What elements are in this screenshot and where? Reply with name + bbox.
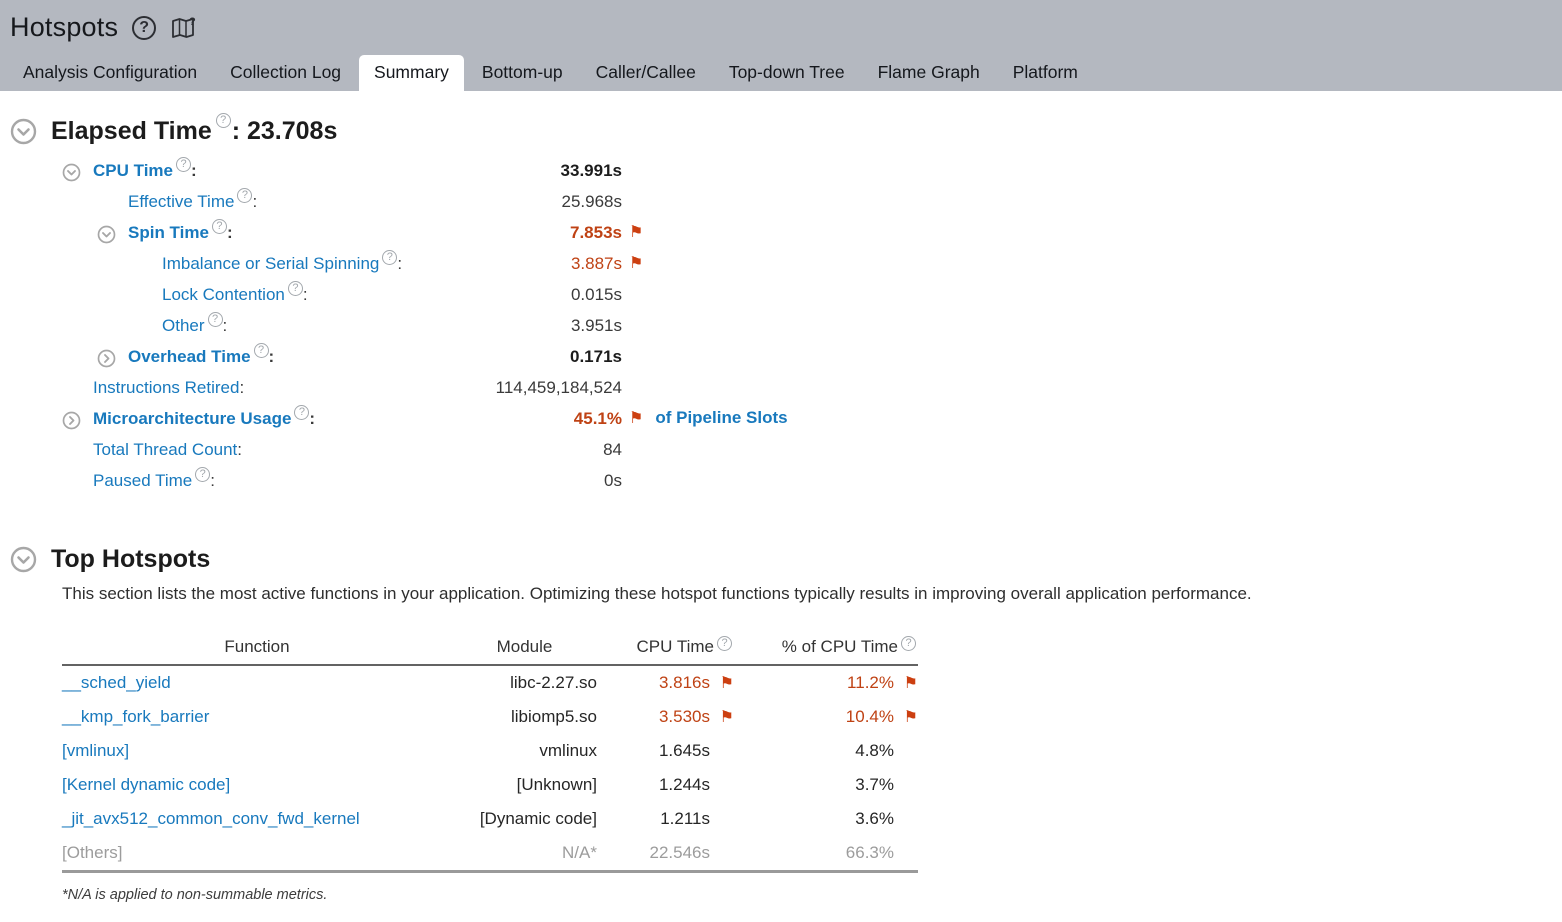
table-row-kernel-dynamic-code	[62, 768, 918, 802]
cpu-time-cell: 1.211s	[660, 809, 710, 828]
metric-label[interactable]: Instructions Retired:	[93, 378, 245, 397]
flag-icon: ⚑	[719, 709, 734, 726]
summary-metrics	[0, 158, 1562, 499]
collapse-section-chevron-icon[interactable]	[10, 118, 37, 145]
column-header-function: Function	[224, 637, 290, 656]
metric-label[interactable]: Spin Time ? :	[128, 220, 233, 242]
metric-label[interactable]: Imbalance or Serial Spinning ? :	[162, 251, 403, 273]
function-link[interactable]: __kmp_fork_barrier	[62, 707, 210, 726]
table-row-others	[62, 836, 918, 870]
table-bottom-border	[62, 870, 918, 873]
page-title: Hotspots	[10, 12, 119, 42]
module-cell: vmlinux	[539, 741, 597, 760]
help-icon[interactable]: ?	[717, 636, 732, 651]
summary-page	[0, 114, 1562, 903]
table-row-sched-yield	[62, 666, 918, 700]
help-icon[interactable]: ?	[382, 250, 397, 265]
svg-text:?: ?	[189, 15, 196, 28]
table-row-vmlinux	[62, 734, 918, 768]
metric-label[interactable]: CPU Time ? :	[93, 158, 197, 180]
cpu-time-cell: 1.645s	[658, 741, 710, 760]
help-icon[interactable]: ?	[216, 113, 231, 128]
function-link: [Others]	[62, 843, 123, 862]
metric-label[interactable]: Lock Contention ? :	[162, 282, 308, 304]
table-row-jit-avx512-common-conv-fwd-kernel	[62, 802, 918, 836]
column-header-cpu-time: CPU Time ?	[597, 637, 734, 657]
help-icon[interactable]: ?	[132, 16, 156, 40]
tab-bottom-up[interactable]: Bottom-up	[481, 62, 563, 82]
column-header-pct-cpu-time: % of CPU Time ?	[734, 637, 918, 657]
help-icon[interactable]: ?	[208, 312, 223, 327]
tab-caller-callee[interactable]: Caller/Callee	[595, 62, 696, 82]
metric-row-cpu-time	[0, 158, 1562, 189]
module-cell: [Unknown]	[516, 775, 597, 794]
metric-suffix: of Pipeline Slots	[655, 408, 788, 427]
metric-label[interactable]: Effective Time ? :	[128, 189, 258, 211]
collapse-section-chevron-icon[interactable]	[10, 546, 37, 573]
metric-label[interactable]: Overhead Time ? :	[128, 344, 275, 366]
top-hotspots-description: This section lists the most active functions in your application. Optimizing these hotspot functions typically results in improving overall application performance.	[62, 584, 1252, 603]
metric-row-instructions-retired	[0, 375, 1562, 406]
help-icon[interactable]: ?	[176, 157, 191, 172]
elapsed-time-heading: Elapsed Time ? : 23.708s	[51, 114, 338, 145]
cpu-time-cell: 22.546s	[649, 843, 710, 862]
flag-icon: ⚑	[629, 410, 644, 427]
function-link[interactable]: [Kernel dynamic code]	[62, 775, 231, 794]
tab-bar	[8, 55, 1096, 91]
tab-platform[interactable]: Platform	[1012, 62, 1078, 82]
metric-label[interactable]: Microarchitecture Usage ? :	[93, 406, 316, 428]
function-link[interactable]: [vmlinux]	[62, 741, 130, 760]
pct-cpu-time-cell: 4.8%	[855, 741, 894, 760]
help-icon[interactable]: ?	[901, 636, 916, 651]
table-row-kmp-fork-barrier	[62, 700, 918, 734]
pct-cpu-time-cell: 3.7%	[855, 775, 894, 794]
module-cell: N/A*	[562, 843, 597, 862]
cpu-time-cell: 1.244s	[658, 775, 710, 794]
metric-row-effective-time	[0, 189, 1562, 220]
metric-row-lock-contention	[0, 282, 1562, 313]
metric-row-spin-time	[0, 220, 1562, 251]
metric-label[interactable]: Paused Time ? :	[93, 468, 215, 490]
function-link[interactable]: _jit_avx512_common_conv_fwd_kernel	[62, 809, 360, 828]
metric-value: 84	[603, 440, 622, 459]
metric-row-total-thread-count	[0, 437, 1562, 468]
pct-cpu-time-cell: 10.4% ⚑	[845, 707, 918, 726]
metric-row-imbalance-or-serial-spinning	[0, 251, 1562, 282]
metric-value: 114,459,184,524	[495, 378, 622, 397]
help-icon[interactable]: ?	[288, 281, 303, 296]
table-footnote: *N/A is applied to non-summable metrics.	[62, 887, 328, 903]
pct-cpu-time-cell: 11.2% ⚑	[847, 673, 918, 692]
metric-row-other	[0, 313, 1562, 344]
elapsed-time-section-heading	[10, 114, 1562, 146]
metric-value: 0.171s	[570, 347, 622, 366]
help-icon[interactable]: ?	[195, 467, 210, 482]
metric-row-paused-time	[0, 468, 1562, 499]
metric-value: 25.968s	[561, 192, 622, 211]
metric-value: 0.015s	[570, 285, 622, 304]
module-cell: libc-2.27.so	[510, 673, 597, 692]
help-icon[interactable]: ?	[294, 405, 309, 420]
flag-icon: ⚑	[903, 709, 918, 726]
metric-label[interactable]: Total Thread Count:	[93, 440, 243, 459]
metric-row-overhead-time	[0, 344, 1562, 375]
column-header-module: Module	[496, 637, 553, 656]
module-cell: libiomp5.so	[511, 707, 597, 726]
map-question-icon[interactable]	[170, 15, 197, 41]
elapsed-time-value: 23.708s	[247, 117, 338, 145]
flag-icon: ⚑	[903, 675, 918, 692]
help-icon[interactable]: ?	[237, 188, 252, 203]
metric-row-microarchitecture-usage	[0, 406, 1562, 437]
help-icon[interactable]: ?	[212, 219, 227, 234]
metric-value: 7.853s	[570, 223, 622, 242]
pct-cpu-time-cell: 3.6%	[855, 809, 894, 828]
top-hotspots-table	[62, 630, 918, 873]
tab-summary[interactable]: Summary	[359, 55, 464, 91]
tab-flame-graph[interactable]: Flame Graph	[877, 62, 980, 82]
metric-label[interactable]: Other ? :	[162, 313, 228, 335]
tab-top-down-tree[interactable]: Top-down Tree	[728, 62, 845, 82]
function-link[interactable]: __sched_yield	[62, 673, 171, 692]
metric-value: 0s	[604, 471, 622, 490]
tab-collection-log[interactable]: Collection Log	[230, 62, 342, 82]
flag-icon: ⚑	[629, 255, 644, 272]
metric-value: 33.991s	[560, 161, 622, 180]
flag-icon: ⚑	[719, 675, 734, 692]
top-hotspots-heading: Top Hotspots	[51, 545, 211, 573]
table-header-row	[62, 630, 918, 666]
cpu-time-cell: 3.816s ⚑	[658, 673, 734, 692]
module-cell: [Dynamic code]	[479, 809, 597, 828]
tab-analysis-configuration[interactable]: Analysis Configuration	[23, 62, 198, 82]
metric-value: 3.951s	[570, 316, 622, 335]
metric-value: 3.887s	[570, 254, 622, 273]
metric-value: 45.1%	[573, 409, 622, 428]
help-icon[interactable]: ?	[254, 343, 269, 358]
pct-cpu-time-cell: 66.3%	[845, 843, 894, 862]
top-hotspots-section-heading	[10, 545, 1562, 574]
cpu-time-cell: 3.530s ⚑	[658, 707, 734, 726]
app-header	[0, 0, 1562, 91]
flag-icon: ⚑	[629, 224, 644, 241]
